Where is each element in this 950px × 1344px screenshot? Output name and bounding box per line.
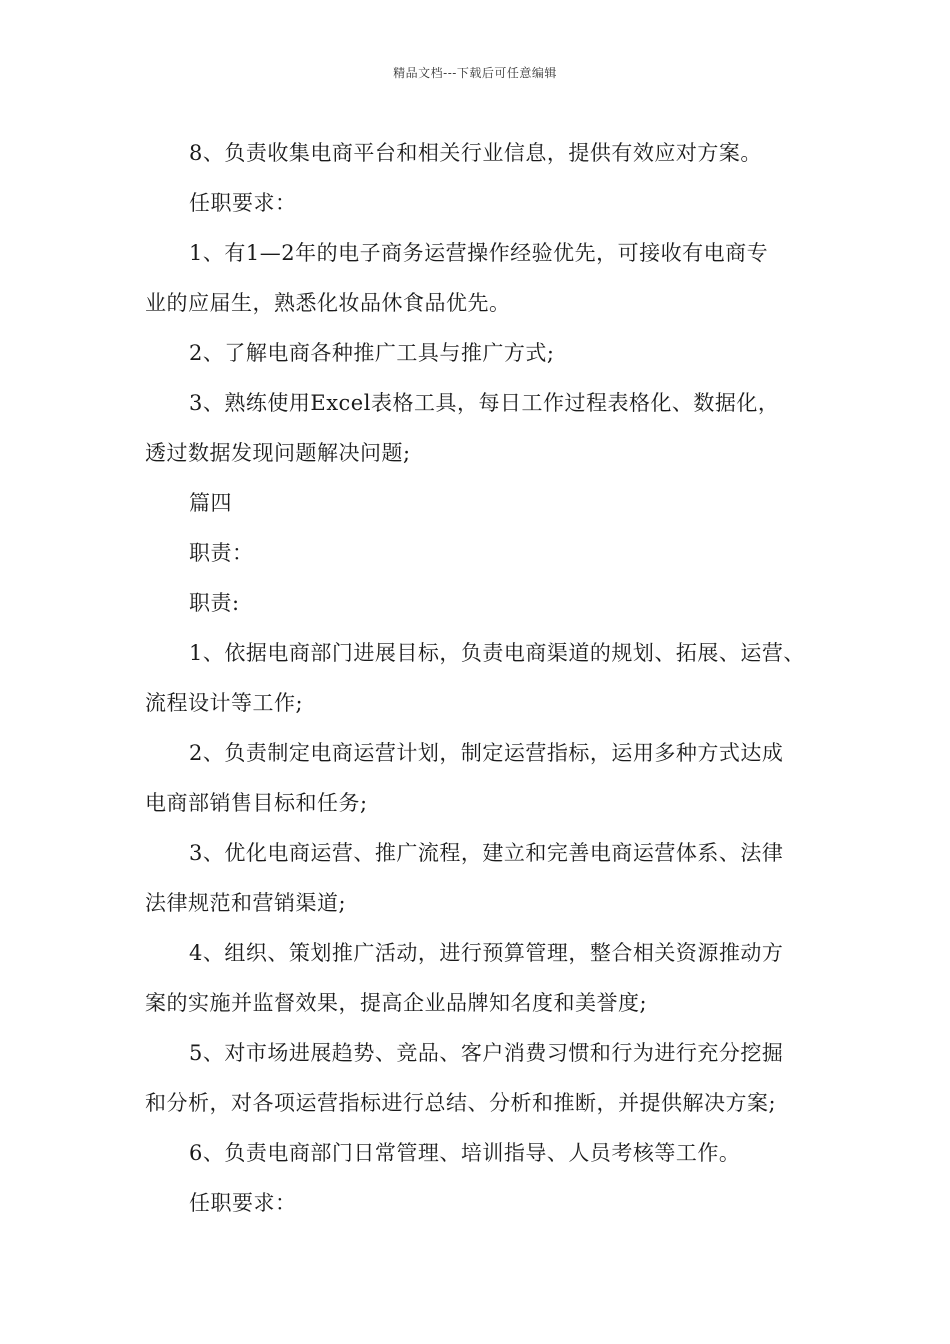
paragraph-line: 流程设计等工作;: [145, 691, 304, 715]
paragraph-line: 2、了解电商各种推广工具与推广方式;: [189, 341, 555, 365]
paragraph-line: 5、对市场进展趋势、竞品、客户消费习惯和行为进行充分挖掘: [189, 1041, 784, 1065]
section-heading: 篇四: [189, 491, 232, 515]
paragraph-line: 3、熟练使用Excel表格工具，每日工作过程表格化、数据化，: [189, 391, 780, 415]
section-heading: 任职要求：: [189, 191, 297, 215]
paragraph-line: 案的实施并监督效果，提高企业品牌知名度和美誉度;: [145, 991, 648, 1015]
paragraph-line: 3、优化电商运营、推广流程，建立和完善电商运营体系、法律: [189, 841, 784, 865]
section-heading: 职责：: [189, 541, 254, 565]
document-body: [145, 128, 817, 1228]
paragraph-line: 法律规范和营销渠道;: [145, 891, 347, 915]
paragraph-line: 2、负责制定电商运营计划，制定运营指标，运用多种方式达成: [189, 741, 784, 765]
section-heading: 任职要求：: [189, 1191, 297, 1215]
page-header: 精品文档---下载后可任意编辑: [393, 66, 557, 80]
paragraph-line: 和分析，对各项运营指标进行总结、分析和推断，并提供解决方案;: [145, 1091, 777, 1115]
paragraph-line: 1、有1—2年的电子商务运营操作经验优先，可接收有电商专: [189, 241, 769, 265]
paragraph-line: 8、负责收集电商平台和相关行业信息，提供有效应对方案。: [189, 141, 762, 165]
paragraph-line: 4、组织、策划推广活动，进行预算管理，整合相关资源推动方: [189, 941, 784, 965]
paragraph-line: 1、依据电商部门进展目标，负责电商渠道的规划、拓展、运营、: [189, 641, 805, 665]
paragraph-line: 电商部销售目标和任务;: [145, 791, 368, 815]
paragraph-line: 业的应届生，熟悉化妆品休食品优先。: [145, 291, 511, 315]
paragraph-line: 6、负责电商部门日常管理、培训指导、人员考核等工作。: [189, 1141, 741, 1165]
paragraph-line: 透过数据发现问题解决问题;: [145, 441, 411, 465]
section-heading: 职责:: [189, 591, 240, 615]
